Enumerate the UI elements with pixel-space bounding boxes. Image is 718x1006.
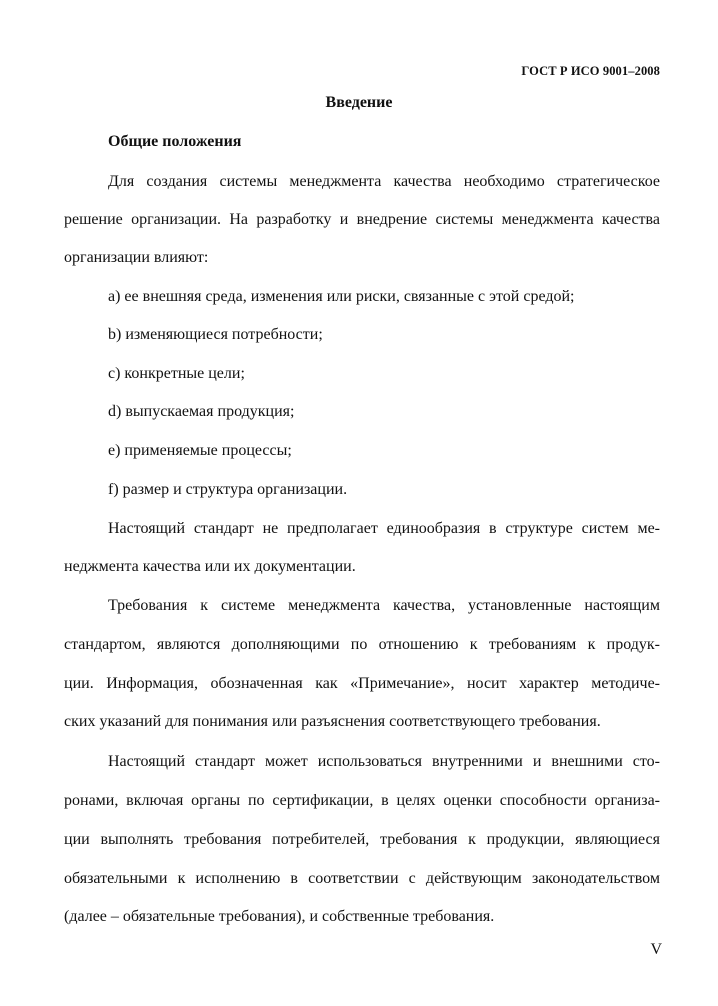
paragraph-4-line-1: Настоящий стандарт может использоваться внутренними и внешними сто-: [108, 753, 660, 770]
list-item: b) изменяющиеся потребности;: [108, 326, 323, 343]
paragraph-1-line-2: решение организации. На разработку и внедрение системы менеджмента качества: [64, 211, 660, 228]
list-item: a) ее внешняя среда, изменения или риски, связанные с этой средой;: [108, 288, 575, 305]
paragraph-4-line-2: ронами, включая органы по сертификации, в целях оценки способности организа-: [64, 792, 660, 809]
paragraph-3-line-1: Требования к системе менеджмента качества, установленные настоящим: [108, 597, 660, 614]
paragraph-3-line-4: ских указаний для понимания или разъяснения соответствующего требования.: [64, 713, 601, 730]
paragraph-1-line-1: Для создания системы менеджмента качества необходимо стратегическое: [108, 173, 660, 190]
paragraph-3-line-3: ции. Информация, обозначенная как «Примечание», носит характер методиче-: [64, 675, 660, 692]
page-title: Введение: [325, 94, 393, 111]
paragraph-3-line-2: стандартом, являются дополняющими по отношению к требованиям к продук-: [64, 636, 660, 653]
document-code-header: ГОСТ Р ИСО 9001–2008: [521, 64, 660, 78]
paragraph-2-line-1: Настоящий стандарт не предполагает единообразия в структуре систем ме-: [108, 520, 660, 537]
paragraph-4-line-3: ции выполнять требования потребителей, требования к продукции, являющиеся: [64, 831, 660, 848]
paragraph-1-line-3: организации влияют:: [64, 249, 209, 266]
paragraph-4-line-5: (далее – обязательные требования), и собственные требования.: [64, 908, 495, 925]
list-item: c) конкретные цели;: [108, 365, 245, 382]
paragraph-2-line-2: неджмента качества или их документации.: [64, 558, 356, 575]
paragraph-4-line-4: обязательными к исполнению в соответствии с действующим законодательством: [64, 870, 660, 887]
list-item: e) применяемые процессы;: [108, 442, 292, 459]
list-item: f) размер и структура организации.: [108, 481, 348, 498]
page-number: V: [650, 941, 662, 958]
section-heading: Общие положения: [108, 133, 242, 150]
list-item: d) выпускаемая продукция;: [108, 403, 295, 420]
